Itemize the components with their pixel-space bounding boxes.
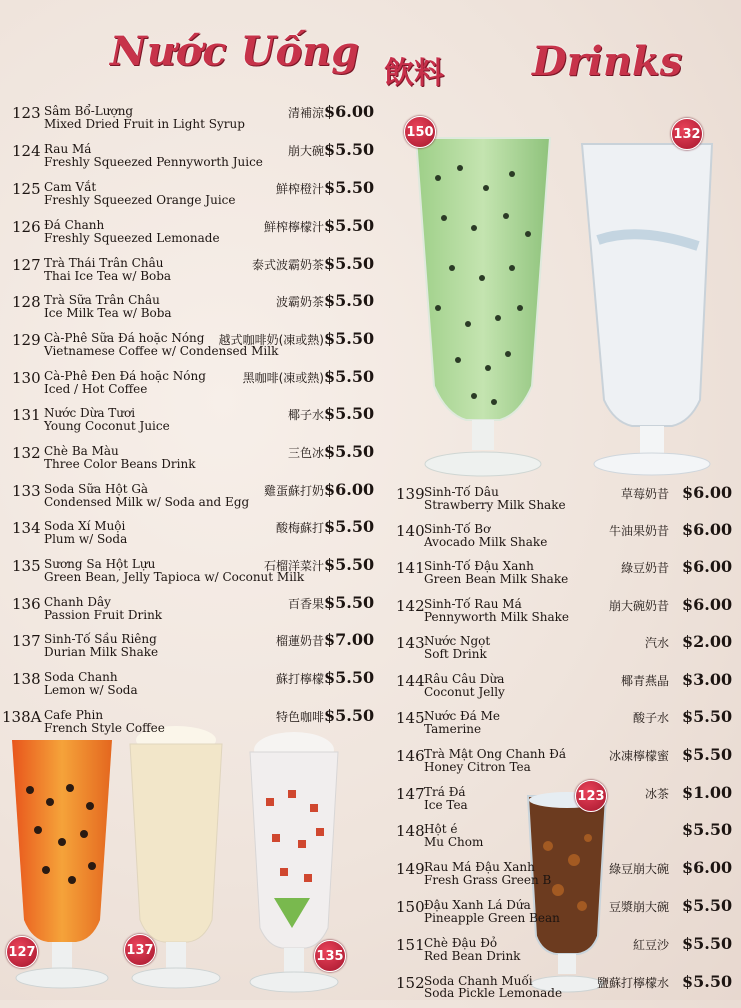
menu-item-139 (396, 485, 731, 519)
item-price: $5.50 (324, 517, 375, 536)
item-number: 152 (396, 974, 425, 992)
item-name-cn: 鹽蘇打檸檬水 (596, 976, 669, 990)
item-name-vn: Hột é (424, 822, 458, 836)
item-name-vn: Sinh-Tố Sầu Riêng (44, 632, 157, 646)
item-name-cn: 清補涼 (287, 106, 324, 120)
item-price: $5.50 (324, 404, 375, 423)
item-number: 125 (12, 180, 41, 198)
item-name-vn: Rau Má Đậu Xanh (424, 860, 535, 874)
item-number: 149 (396, 860, 425, 878)
menu-item-150 (396, 898, 731, 932)
item-name-en: Fresh Grass Green B (424, 873, 552, 887)
item-name-en: Young Coconut Juice (44, 419, 170, 433)
item-price: $6.00 (682, 557, 733, 576)
item-price: $6.00 (682, 858, 733, 877)
item-name-cn: 鮮榨檸檬汁 (263, 220, 324, 234)
item-price: $5.50 (324, 216, 375, 235)
item-price: $5.50 (324, 706, 375, 725)
item-price: $6.00 (324, 480, 375, 499)
item-number: 136 (12, 595, 41, 613)
item-name-en: Iced / Hot Coffee (44, 382, 148, 396)
item-name-vn: Cà-Phê Sữa Đá hoặc Nóng (44, 331, 205, 345)
item-name-vn: Nước Đá Me (424, 709, 501, 723)
title-chinese: 飲料 (384, 56, 444, 91)
item-number: 126 (12, 218, 41, 236)
item-name-vn: Nước Dừa Tươi (44, 406, 136, 420)
item-name-en: Vietnamese Coffee w/ Condensed Milk (44, 344, 279, 358)
item-name-cn: 紅豆沙 (632, 938, 669, 952)
item-name-cn: 波霸奶茶 (275, 295, 324, 309)
item-name-en: Green Bean, Jelly Tapioca w/ Coconut Milk (44, 570, 305, 584)
menu-item-148 (396, 822, 731, 856)
item-name-vn: Soda Sữa Hột Gà (44, 482, 149, 496)
menu-item-147 (396, 785, 731, 819)
menu-item-145 (396, 709, 731, 743)
badge-132: 132 (671, 118, 703, 150)
item-number: 124 (12, 142, 41, 160)
item-name-vn: Chè Đậu Đỏ (424, 936, 498, 950)
item-name-en: Ice Tea (424, 798, 468, 812)
menu-item-129 (12, 329, 375, 365)
menu-item-128 (12, 291, 375, 327)
item-number: 144 (396, 672, 425, 690)
badge-135: 135 (314, 940, 346, 972)
item-number: 137 (12, 632, 41, 650)
item-name-cn: 百香果 (287, 597, 324, 611)
item-price: $5.50 (324, 668, 375, 687)
item-number: 130 (12, 369, 41, 387)
item-number: 151 (396, 936, 425, 954)
item-name-vn: Sinh-Tố Bơ (424, 522, 491, 536)
item-name-en: Pennyworth Milk Shake (424, 610, 569, 624)
item-name-vn: Soda Chanh (44, 670, 118, 684)
item-name-en: Condensed Milk w/ Soda and Egg (44, 495, 250, 509)
item-name-vn: Sinh-Tố Rau Má (424, 597, 522, 611)
item-name-vn: Chanh Dây (44, 595, 111, 609)
badge-150: 150 (404, 116, 436, 148)
item-name-cn: 三色冰 (287, 446, 324, 460)
menu-item-146 (396, 747, 731, 781)
menu-item-131 (12, 404, 375, 440)
item-price: $5.50 (682, 745, 733, 764)
item-name-vn: Chè Ba Màu (44, 444, 119, 458)
item-name-cn: 冰茶 (644, 787, 669, 801)
item-number: 134 (12, 519, 41, 537)
item-price: $5.50 (324, 555, 375, 574)
item-price: $5.50 (324, 291, 375, 310)
menu-item-124 (12, 140, 375, 176)
item-name-cn: 汽水 (644, 636, 669, 650)
item-price: $5.50 (682, 972, 733, 991)
item-number: 131 (12, 406, 41, 424)
item-name-cn: 雞蛋蘇打奶 (263, 484, 324, 498)
item-name-cn: 椰子水 (287, 408, 324, 422)
item-name-cn: 崩大碗 (287, 144, 324, 158)
item-name-en: Plum w/ Soda (44, 532, 128, 546)
item-name-vn: Sinh-Tố Đậu Xanh (424, 559, 534, 573)
item-name-cn: 冰凍檸檬蜜 (608, 749, 669, 763)
item-name-en: Durian Milk Shake (44, 645, 159, 659)
menu-item-127 (12, 254, 375, 290)
item-price: $5.50 (682, 934, 733, 953)
menu-item-133 (12, 480, 375, 516)
item-name-vn: Cam Vắt (44, 180, 97, 194)
item-name-en: Pineapple Green Bean (424, 911, 560, 925)
menu-item-152 (396, 974, 731, 1008)
item-price: $3.00 (682, 670, 733, 689)
badge-127: 127 (6, 936, 38, 968)
item-name-en: Soft Drink (424, 647, 487, 661)
menu-item-142 (396, 597, 731, 631)
glass-150-image (408, 128, 558, 480)
item-name-en: Freshly Squeezed Lemonade (44, 231, 220, 245)
item-name-en: Freshly Squeezed Orange Juice (44, 193, 236, 207)
item-name-vn: Soda Chanh Muối (424, 974, 533, 988)
item-price: $6.00 (682, 483, 733, 502)
item-name-cn: 鮮榨橙汁 (275, 182, 324, 196)
item-number: 145 (396, 709, 425, 727)
item-name-en: Honey Citron Tea (424, 760, 531, 774)
item-number: 128 (12, 293, 41, 311)
menu-item-135 (12, 555, 375, 591)
item-name-vn: Soda Xí Muội (44, 519, 126, 533)
item-name-en: Red Bean Drink (424, 949, 521, 963)
item-name-cn: 草莓奶昔 (620, 487, 669, 501)
item-number: 143 (396, 634, 425, 652)
item-price: $7.00 (324, 630, 375, 649)
item-name-cn: 綠豆奶昔 (620, 561, 669, 575)
item-name-en: French Style Coffee (44, 721, 165, 735)
item-name-en: Mu Chom (424, 835, 484, 849)
menu-item-149 (396, 860, 731, 894)
item-number: 129 (12, 331, 41, 349)
item-price: $6.00 (324, 102, 375, 121)
item-name-en: Green Bean Milk Shake (424, 572, 569, 586)
item-number: 138A (2, 708, 42, 726)
item-name-cn: 崩大碗奶昔 (608, 599, 669, 613)
item-number: 135 (12, 557, 41, 575)
menu-item-132 (12, 442, 375, 478)
item-name-en: Ice Milk Tea w/ Boba (44, 306, 172, 320)
item-name-cn: 特色咖啡 (275, 710, 324, 724)
glass-132-image (578, 130, 728, 476)
item-name-cn: 黑咖啡(凍或熱) (242, 371, 324, 385)
item-name-en: Soda Pickle Lemonade (424, 986, 563, 1000)
item-name-cn: 石榴洋菜汁 (263, 559, 324, 573)
menu-item-144 (396, 672, 731, 706)
item-price: $5.50 (324, 593, 375, 612)
badge-137: 137 (124, 934, 156, 966)
item-number: 150 (396, 898, 425, 916)
item-name-vn: Rau Má (44, 142, 92, 156)
item-name-cn: 榴蓮奶昔 (275, 634, 324, 648)
menu-item-141 (396, 559, 731, 593)
title-english: Drinks (532, 38, 683, 85)
item-number: 132 (12, 444, 41, 462)
item-price: $5.50 (324, 367, 375, 386)
item-name-cn: 泰式波霸奶茶 (251, 258, 324, 272)
item-name-cn: 牛油果奶昔 (608, 524, 669, 538)
menu-item-126 (12, 216, 375, 252)
item-name-en: Thai Ice Tea w/ Boba (44, 269, 172, 283)
item-name-vn: Sinh-Tố Dâu (424, 485, 499, 499)
item-name-vn: Sâm Bổ-Lượng (44, 104, 134, 118)
item-number: 123 (12, 104, 41, 122)
item-name-en: Three Color Beans Drink (44, 457, 196, 471)
item-name-vn: Râu Câu Dừa (424, 672, 505, 686)
item-price: $6.00 (682, 520, 733, 539)
menu-item-143 (396, 634, 731, 668)
menu-item-137 (12, 630, 375, 666)
badge-123: 123 (575, 780, 607, 812)
menu-item-130 (12, 367, 375, 403)
item-number: 146 (396, 747, 425, 765)
item-name-cn: 越式咖啡奶(凍或熱) (218, 333, 324, 347)
item-name-vn: Trà Thái Trân Châu (44, 256, 164, 270)
item-number: 139 (396, 485, 425, 503)
item-name-cn: 酸子水 (632, 711, 669, 725)
menu-item-140 (396, 522, 731, 556)
item-name-vn: Sương Sa Hột Lựu (44, 557, 156, 571)
item-name-cn: 綠豆崩大碗 (608, 862, 669, 876)
menu-item-138a (2, 706, 375, 742)
item-name-vn: Cafe Phin (44, 708, 104, 722)
menu-item-134 (12, 517, 375, 553)
item-name-cn: 豆漿崩大碗 (608, 900, 669, 914)
item-name-en: Passion Fruit Drink (44, 608, 163, 622)
menu-item-125 (12, 178, 375, 214)
item-name-en: Lemon w/ Soda (44, 683, 138, 697)
item-price: $6.00 (682, 595, 733, 614)
item-name-en: Mixed Dried Fruit in Light Syrup (44, 117, 245, 131)
menu-item-151 (396, 936, 731, 970)
item-name-cn: 蘇打檸檬 (275, 672, 324, 686)
item-name-vn: Trà Mật Ong Chanh Đá (424, 747, 567, 761)
menu-item-123 (12, 102, 375, 138)
item-name-vn: Cà-Phê Đen Đá hoặc Nóng (44, 369, 206, 383)
item-name-vn: Đá Chanh (44, 218, 105, 232)
item-name-vn: Trà Sữa Trân Châu (44, 293, 160, 307)
item-price: $5.50 (682, 707, 733, 726)
item-number: 127 (12, 256, 41, 274)
item-price: $1.00 (682, 783, 733, 802)
menu-item-136 (12, 593, 375, 629)
item-name-en: Avocado Milk Shake (424, 535, 548, 549)
item-price: $5.50 (324, 140, 375, 159)
item-name-en: Freshly Squeezed Pennyworth Juice (44, 155, 263, 169)
item-name-vn: Đậu Xanh Lá Dứa (424, 898, 531, 912)
item-number: 141 (396, 559, 425, 577)
item-price: $5.50 (324, 442, 375, 461)
menu-item-138 (12, 668, 375, 704)
item-number: 133 (12, 482, 41, 500)
item-price: $5.50 (324, 178, 375, 197)
item-number: 147 (396, 785, 425, 803)
item-name-cn: 椰青燕晶 (620, 674, 669, 688)
item-price: $5.50 (324, 329, 375, 348)
item-price: $5.50 (682, 896, 733, 915)
item-number: 148 (396, 822, 425, 840)
item-number: 142 (396, 597, 425, 615)
item-name-cn: 酸梅蘇打 (275, 521, 324, 535)
item-price: $5.50 (682, 820, 733, 839)
item-name-en: Strawberry Milk Shake (424, 498, 566, 512)
item-name-vn: Nước Ngọt (424, 634, 491, 648)
item-number: 140 (396, 522, 425, 540)
item-name-en: Tamerine (424, 722, 482, 736)
item-name-vn: Trá Đá (424, 785, 466, 799)
item-price: $2.00 (682, 632, 733, 651)
item-number: 138 (12, 670, 41, 688)
item-name-en: Coconut Jelly (424, 685, 505, 699)
title-vietnamese: Nước Uống (110, 28, 360, 75)
item-price: $5.50 (324, 254, 375, 273)
